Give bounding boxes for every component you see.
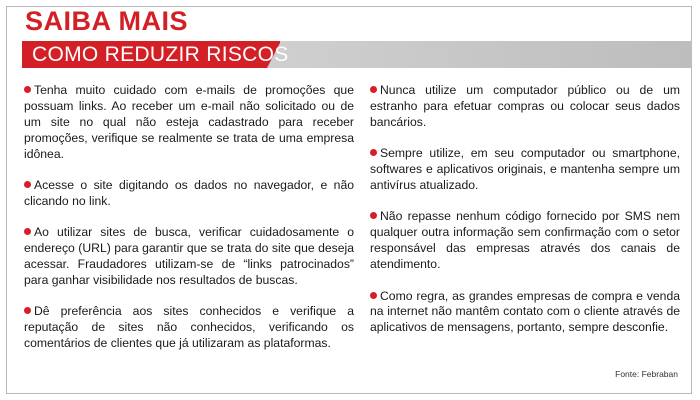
bullet-icon	[370, 212, 377, 219]
bullet-icon	[24, 86, 31, 93]
right-column	[370, 83, 680, 352]
bullet-icon	[370, 86, 377, 93]
tip-item	[370, 289, 680, 337]
tip-text: Tenha muito cuidado com e-mails de promoções que possuam links. Ao receber um e-mail não solicitado ou de um site no qual não esteja cadastrado para receber promoções, verifique se realmente se trata de uma empresa idônea.	[24, 83, 354, 161]
bullet-icon	[370, 149, 377, 156]
tip-text: Como regra, as grandes empresas de compra e venda na internet não mantêm contato com o cliente através de aplicativos de mensagens, portanto, sempre desconfie.	[370, 288, 680, 335]
tip-item	[370, 209, 680, 273]
tip-item	[24, 178, 354, 210]
tip-text: Sempre utilize, em seu computador ou smartphone, softwares e aplicativos originais, e mantenha sempre um antivírus atualizado.	[370, 146, 680, 193]
tip-item	[370, 146, 680, 194]
subtitle-banner	[22, 41, 692, 68]
bullet-icon	[24, 307, 31, 314]
bullet-icon	[24, 228, 31, 235]
tip-item	[24, 304, 354, 352]
tip-text: Nunca utilize um computador público ou de um estranho para efetuar compras ou colocar seus dados bancários.	[370, 83, 680, 129]
section-title: SAIBA MAIS	[25, 6, 189, 36]
tip-item	[24, 83, 354, 163]
tip-text: Ao utilizar sites de busca, verificar cuidadosamente o endereço (URL) para garantir que se trata do site que deseja acessar. Fraudadores utilizam-se de “links patrocinados” para ganhar visibilidade nos resultados de buscas.	[24, 225, 354, 288]
bullet-icon	[24, 181, 31, 188]
left-column	[24, 83, 354, 368]
source-credit: Fonte: Febraban	[615, 369, 678, 379]
tip-text: Não repasse nenhum código fornecido por SMS nem qualquer outra informação sem confirmação com o setor responsável das empresas através dos canais de atendimento.	[370, 209, 680, 272]
tip-item	[24, 225, 354, 289]
bullet-icon	[370, 292, 377, 299]
tip-text: Acesse o site digitando os dados no navegador, e não clicando no link.	[24, 178, 354, 208]
tip-item	[370, 83, 680, 131]
tip-text: Dê preferência aos sites conhecidos e verifique a reputação de sites não conhecidos, verificando os comentários de clientes que já utilizaram as plataformas.	[24, 304, 354, 351]
subtitle-text: COMO REDUZIR RISCOS	[32, 43, 289, 66]
